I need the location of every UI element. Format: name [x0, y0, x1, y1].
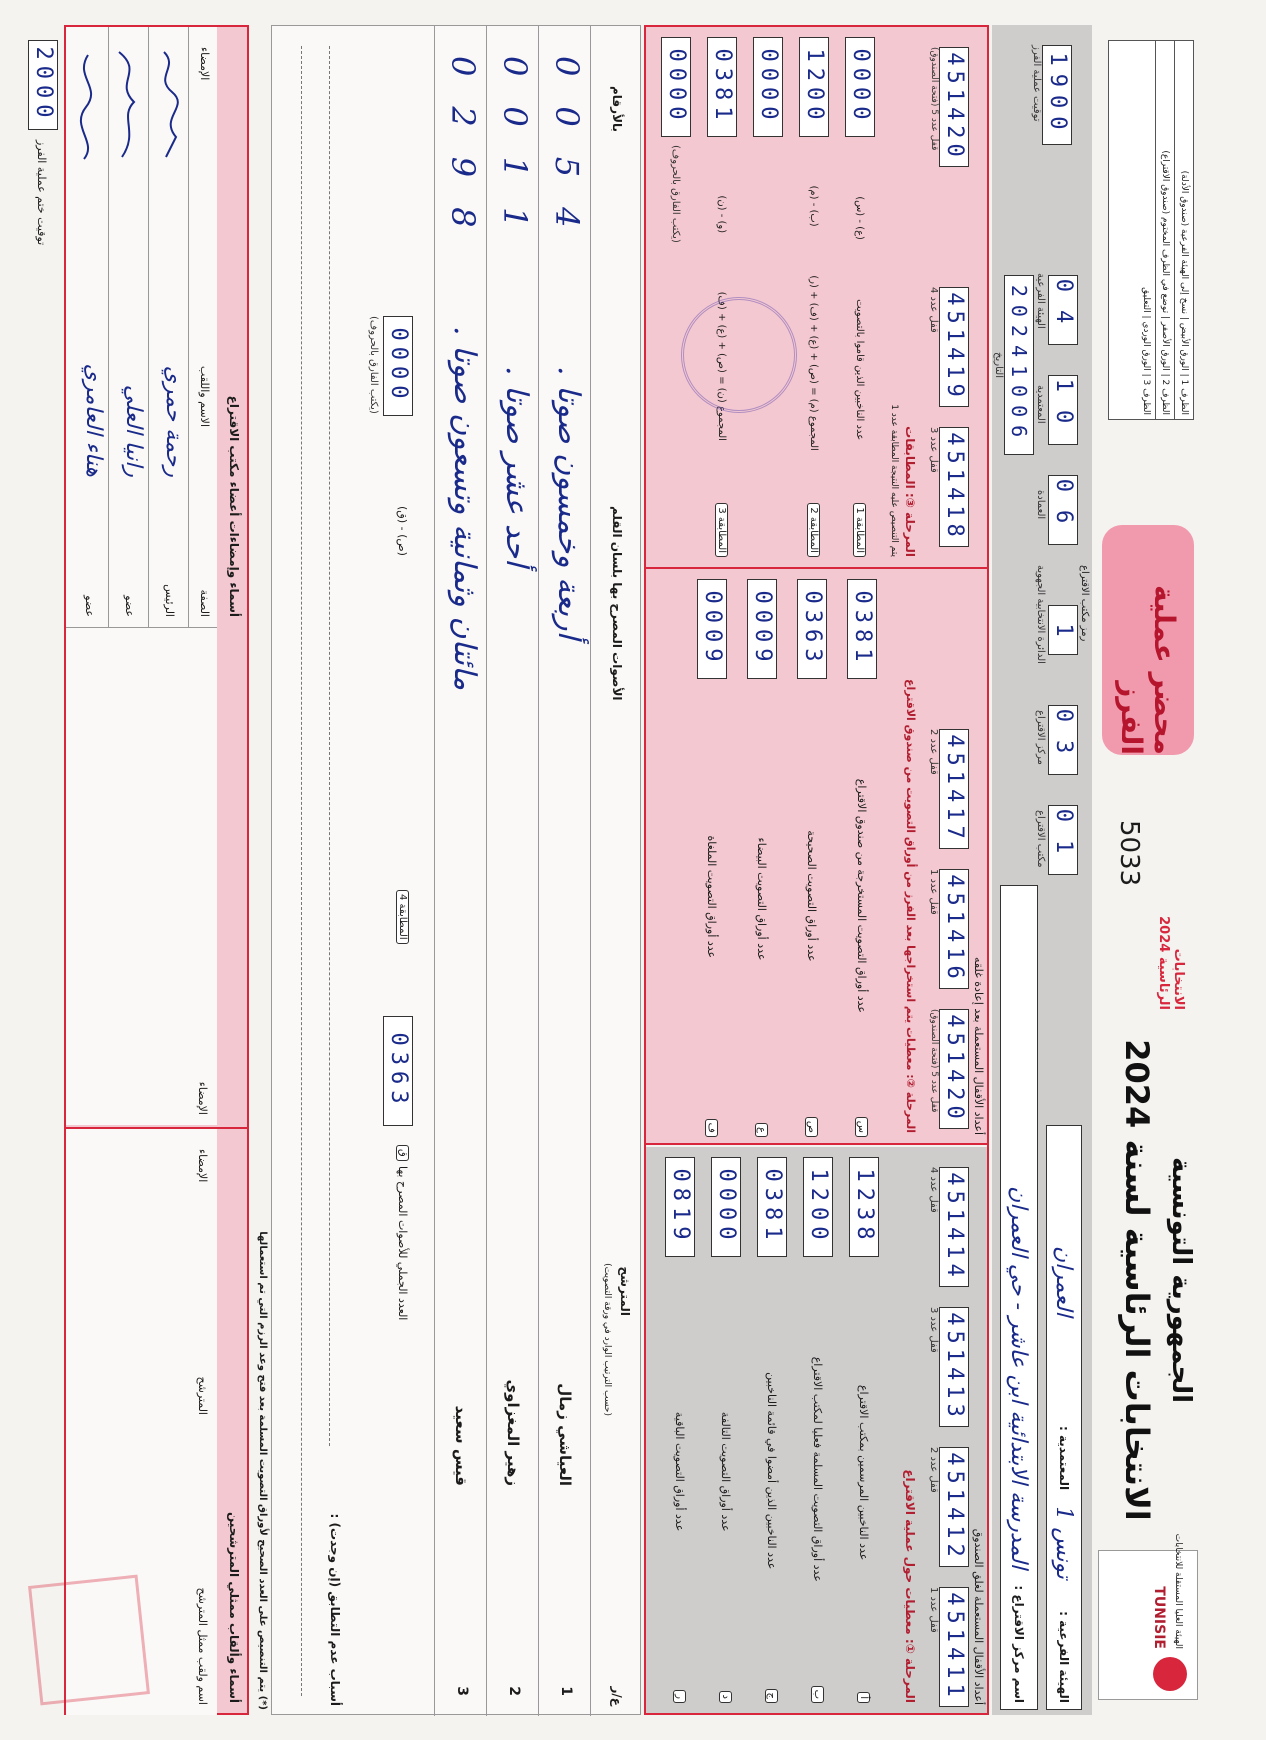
date-field — [993, 275, 1034, 455]
center-code-label: مركز الاقتراع — [1035, 710, 1046, 765]
row-label: عدد أوراق التصويت الباقية — [673, 1411, 687, 1532]
district-code-label: العمادة — [1035, 490, 1046, 520]
row-label: عدد أوراق التصويت المستخرجة من صندوق الاقتراع — [855, 778, 869, 1013]
envelope-row: الظرف 2 | الورق الأصفر | توضع في الظرف المختوم (صندوق الاقتراع) — [1155, 41, 1174, 419]
col-name-hint: (حسب الترتيب الوارد في ورقة التصويت) — [602, 1263, 612, 1416]
serial-number: 5033 — [1114, 820, 1144, 887]
row-code: ب — [812, 1686, 825, 1703]
row-code: س — [856, 1117, 869, 1137]
row-value: 0000 — [711, 1157, 741, 1257]
candidate-num: 3 — [454, 1686, 470, 1696]
stage1-row — [657, 1157, 703, 1703]
code-title: رمز مكتب الاقتراع — [1079, 565, 1090, 642]
row-label: عدد الناخبين المرسمين بمكتب الاقتراع — [857, 1384, 871, 1561]
col-rep: اسم ولقب ممثل المترشح — [196, 1587, 209, 1705]
col-role: الصفة — [198, 589, 211, 617]
stage2-locks — [923, 569, 973, 1147]
row-tag: المطابقة 3 — [716, 503, 729, 557]
member-name: رحمة حمري — [161, 365, 186, 477]
district-code-value: 06 — [1048, 475, 1078, 545]
stage2-row — [687, 579, 737, 1137]
stage2-row — [787, 579, 837, 1137]
candidate-words: مائتان وثمانية وتسعون صوتا . — [447, 326, 482, 691]
stage2-lock-title: أعداد الأقفال المستعملة بعد إعادة غلقه — [972, 956, 985, 1135]
lock-value: 451417 — [939, 729, 969, 849]
subregion-field — [1046, 1125, 1082, 1710]
member-name: هناء العامري — [81, 363, 106, 477]
candidate-row — [486, 26, 538, 1716]
date-label: التاريخ — [993, 352, 1004, 378]
candidates-header — [590, 26, 640, 1716]
end-time-label: توقيت ختم عملية الفرز — [35, 140, 48, 246]
check4-value: 0000 — [383, 316, 413, 416]
stage1-row — [841, 1157, 887, 1703]
region-code-value: 04 — [1048, 275, 1078, 345]
corner-stamp — [28, 1575, 150, 1706]
stage1-rows — [657, 1157, 887, 1703]
row-value: 0000 — [661, 37, 691, 137]
lock-label: قفل عدد 4 — [928, 287, 939, 333]
discrepancy-line — [301, 46, 302, 1696]
col-name: الاسم واللقب — [198, 365, 211, 427]
envelope-row: الظرف 1 | الورق الأبيض | نسخ إلى الهيئة الفرعية (صندوق الأدلة) — [1174, 41, 1193, 419]
delegation-label: المعتمدية : — [1057, 1426, 1071, 1491]
row-value: 0381 — [757, 1157, 787, 1257]
stage3-row — [837, 37, 883, 557]
stage3-locks — [923, 27, 973, 567]
check4-tag: المطابقة 4 — [396, 890, 409, 944]
candidate-words: أحد عشر صوتا . — [499, 366, 534, 567]
stage3-hint: (يكتب الفارق بالحروف) — [670, 145, 682, 243]
office-code-label: مكتب الاقتراع — [1035, 810, 1046, 868]
member-row — [109, 27, 149, 627]
lock-label: قفل عدد 1 — [928, 1587, 939, 1633]
member-row — [149, 27, 189, 627]
lock-value: 451412 — [939, 1447, 969, 1567]
member-signature — [112, 47, 144, 167]
row-value: 1200 — [803, 1157, 833, 1257]
members-table — [66, 27, 217, 627]
row-label: عدد الناخبين الذين أمضوا في قائمة الناخبين — [765, 1372, 779, 1570]
lock-label: قفل عدد 3 — [928, 1307, 939, 1353]
member-signature — [152, 47, 184, 167]
lock-value: 451420 — [939, 1009, 969, 1129]
lock-value: 451411 — [939, 1587, 969, 1707]
row-formula: (و) - (ن) — [716, 195, 728, 234]
col-name: المترشح — [618, 1266, 632, 1316]
row-value: 0009 — [747, 579, 777, 679]
row-label: عدد أوراق التصويت البيضاء — [755, 837, 769, 961]
stage2-title: المرحلة ②: معطيات يتم استخراجها بعد الفرز من أوراق التصويت من صندوق الاقتراع — [904, 679, 917, 1133]
deleg-code-label: المعتمدية — [1035, 385, 1046, 424]
stage3 — [646, 27, 987, 567]
candidate-row — [538, 26, 590, 1716]
lock-label: قفل عدد 5 (فتحة الصندوق) — [929, 1009, 939, 1113]
row-value: 0363 — [797, 579, 827, 679]
deleg-code-value: 10 — [1048, 375, 1078, 445]
col-sign-2: الإمضاء — [196, 1081, 209, 1115]
stage3-row — [791, 37, 837, 557]
row-formula: (ب) - (م) — [808, 185, 820, 227]
discrepancy — [280, 26, 350, 1716]
stage2-row — [837, 579, 887, 1137]
members-title: أسماء وإمضاءات أعضاء مكتب الاقتراع — [227, 395, 241, 617]
location-strip — [992, 25, 1092, 1715]
member-name: رانيا العلي — [121, 384, 146, 477]
member-row — [69, 27, 109, 627]
lock-label: قفل عدد 1 — [928, 869, 939, 915]
row-value: 1200 — [799, 37, 829, 137]
stage3-note: يتم التنصيص عليه النتيجة المطابقة عدد 1 — [889, 404, 899, 557]
row-formula: (ع) - (س) — [854, 196, 866, 240]
member-role: الرئيس — [163, 584, 176, 617]
stages-block — [644, 25, 989, 1715]
check4-hint: (يكتب الفارق بالحروف) — [368, 316, 379, 414]
discrepancy-line — [329, 46, 330, 1446]
stage3-title: المرحلة ③: المطابقات — [903, 426, 917, 557]
total-row — [365, 26, 425, 1716]
lock-value: 451416 — [939, 869, 969, 989]
stage3-row — [745, 37, 791, 557]
candidate-digits: 0054 — [548, 56, 586, 258]
check4-formula: (ص) - (ق) — [396, 506, 409, 556]
envelope-row: الظرف 3 | الورق الوردي | التعليق — [1141, 287, 1151, 415]
row-code: أ — [858, 1692, 871, 1703]
row-value: 0819 — [665, 1157, 695, 1257]
close-time-field — [1031, 45, 1072, 145]
subregion-label: الهيئة الفرعية : — [1057, 1611, 1071, 1703]
row-value: 0381 — [847, 579, 877, 679]
signatures-block — [64, 25, 249, 1715]
center-label: اسم مركز الاقتراع : — [1012, 1585, 1026, 1703]
candidate-words: أربعة وخمسون صوتا . — [551, 366, 586, 640]
member-signature — [72, 47, 104, 167]
lock-label: قفل عدد 2 — [928, 729, 939, 775]
stage3-row — [653, 37, 699, 557]
row-label: المجموع (م) = (ص) + (ع) + (ف) + (ر) — [808, 275, 820, 451]
form-header — [1092, 20, 1204, 1720]
stage1-locks — [923, 1147, 973, 1713]
region-code — [1048, 275, 1078, 345]
delegation-value: العمران — [1051, 1246, 1077, 1317]
stage2 — [646, 567, 987, 1145]
row-code: ر — [674, 1690, 687, 1703]
row-label: عدد أوراق التصويت المسلمة فعليا لمكتب الاقتراع — [811, 1356, 825, 1582]
form-title: الانتخابات الرئاسية لسنة 2024 — [1118, 1039, 1156, 1521]
row-label: المجموع (ن) = (ص) + (ع) + (ف) — [716, 291, 728, 441]
office-code-value: 01 — [1048, 805, 1078, 875]
row-value: 0009 — [697, 579, 727, 679]
subregion-value: تونس 1 — [1051, 1506, 1077, 1579]
candidate-name: زهير المغزاوي — [504, 1379, 522, 1486]
envelope-table — [1108, 40, 1194, 420]
rotated-form — [14, 20, 1204, 1720]
col-digits: بالأرقام — [610, 86, 624, 133]
badge — [1102, 525, 1194, 755]
row-code: د — [720, 1691, 733, 1703]
center-code — [1048, 705, 1078, 775]
stage1-row — [795, 1157, 841, 1703]
sector-code — [1048, 605, 1078, 655]
total-code: ق — [396, 1145, 409, 1161]
col-words: الأصوات المصرح بها بلسان القلم — [610, 506, 624, 701]
sector-code-label: الدائرة الانتخابية الجهوية — [1035, 565, 1046, 664]
stage1-title: المرحلة ①: معطيات حول عملية الاقتراع — [903, 1469, 917, 1703]
stage1-row — [703, 1157, 749, 1703]
lock-value: 451420 — [939, 47, 969, 167]
end-time-value: 2000 — [28, 40, 58, 130]
total-value: 0363 — [383, 1016, 413, 1126]
stage2-rows — [687, 579, 887, 1137]
lock-label: قفل عدد 3 — [928, 427, 939, 473]
row-label: عدد أوراق التصويت الملغاة — [705, 835, 719, 959]
election-logo — [1126, 900, 1186, 1010]
district-code — [1048, 475, 1078, 545]
stage1 — [646, 1147, 987, 1713]
sector-code-value: 1 — [1048, 605, 1078, 655]
col-num: ع/ر — [610, 1686, 624, 1706]
col-sign-3: الإمضاء — [198, 47, 211, 81]
footnote: (*) يتم التنصيص على العدد الصحيح لأوراق التصويت المسلمة بعد فتح وعد الرزم التي تم استعمالها — [257, 1231, 268, 1710]
row-code: ص — [806, 1117, 819, 1137]
badge-text: محضر عملية الفرز — [1115, 584, 1181, 755]
reps-sign-area — [66, 627, 217, 1125]
lock-value: 451418 — [939, 427, 969, 547]
date-value: 20241006 — [1004, 275, 1034, 455]
close-time-label: توقيت عملية الفرز — [1031, 45, 1042, 122]
office-code — [1048, 805, 1078, 875]
candidate-num: 1 — [558, 1686, 574, 1696]
isie-name: الهيئة العليا المستقلة للانتخابات — [1173, 1533, 1183, 1649]
row-label: عدد أوراق التصويت التالفة — [719, 1411, 733, 1532]
col-sign: الإمضاء — [196, 1149, 209, 1183]
col-cand: المترشح — [196, 1376, 209, 1415]
row-code: ج — [766, 1689, 779, 1703]
flag-icon — [1153, 1657, 1187, 1691]
lock-label: قفل عدد 4 — [928, 1167, 939, 1213]
members-section — [66, 27, 247, 627]
row-tag: المطابقة 1 — [854, 503, 867, 557]
row-code: ع — [756, 1123, 769, 1137]
stage1-row — [749, 1157, 795, 1703]
stage2-row — [737, 579, 787, 1137]
deleg-code — [1048, 375, 1078, 445]
center-field — [1000, 885, 1038, 1710]
country-name: الجمهورية التونسية — [1166, 1156, 1196, 1404]
lock-value: 451414 — [939, 1167, 969, 1287]
row-label: عدد الناخبين الذين قاموا بالتصويت — [854, 299, 866, 441]
stage1-lock-title: أعداد الأقفال المستعملة لغلق الصندوق — [972, 1528, 985, 1705]
lock-label: قفل عدد 2 — [928, 1447, 939, 1493]
isie-latin: TUNISIE — [1151, 1586, 1167, 1649]
lock-label: قفل عدد 5 (فتحة الصندوق) — [929, 47, 939, 151]
region-code-label: الهيئة الفرعية — [1035, 273, 1046, 329]
member-role: عضو — [123, 595, 136, 617]
end-time-field — [28, 40, 58, 130]
row-value: 1238 — [849, 1157, 879, 1257]
close-time-value: 1900 — [1042, 45, 1072, 145]
row-value: 0381 — [707, 37, 737, 137]
candidate-num: 2 — [506, 1686, 522, 1696]
row-code: ف — [706, 1119, 719, 1137]
candidates-table — [271, 25, 641, 1715]
row-label: عدد أوراق التصويت الصحيحة — [805, 830, 819, 962]
center-value: المدرسة الابتدائية ابن عاشر - حي العمران — [1006, 1186, 1032, 1569]
center-code-value: 03 — [1048, 705, 1078, 775]
row-value: 0000 — [845, 37, 875, 137]
isie-logo — [1098, 1533, 1198, 1700]
stage3-rows — [653, 37, 883, 557]
candidate-digits: 0298 — [444, 56, 482, 258]
candidate-name: قيس سعيد — [452, 1405, 470, 1486]
row-value: 0000 — [753, 37, 783, 137]
code-boxes — [1035, 185, 1078, 885]
discrepancy-label: أسباب عدم التطابق (إن وجدت) : — [328, 1513, 342, 1706]
row-tag: المطابقة 2 — [808, 503, 821, 557]
election-logo-text: الانتخابات الرئاسية 2024 — [1156, 916, 1186, 1010]
official-stamp — [681, 297, 797, 413]
candidate-name: العياشي زمال — [556, 1383, 574, 1486]
reps-title: أسماء وألقاب ممثلي المترشحين — [227, 1512, 241, 1703]
candidate-row — [434, 26, 486, 1716]
lock-value: 451413 — [939, 1307, 969, 1427]
total-label: العدد الجملي للأصوات المصرح بها — [396, 1166, 409, 1321]
member-role: عضو — [83, 595, 96, 617]
candidate-digits: 0011 — [496, 56, 534, 258]
lock-value: 451419 — [939, 287, 969, 407]
